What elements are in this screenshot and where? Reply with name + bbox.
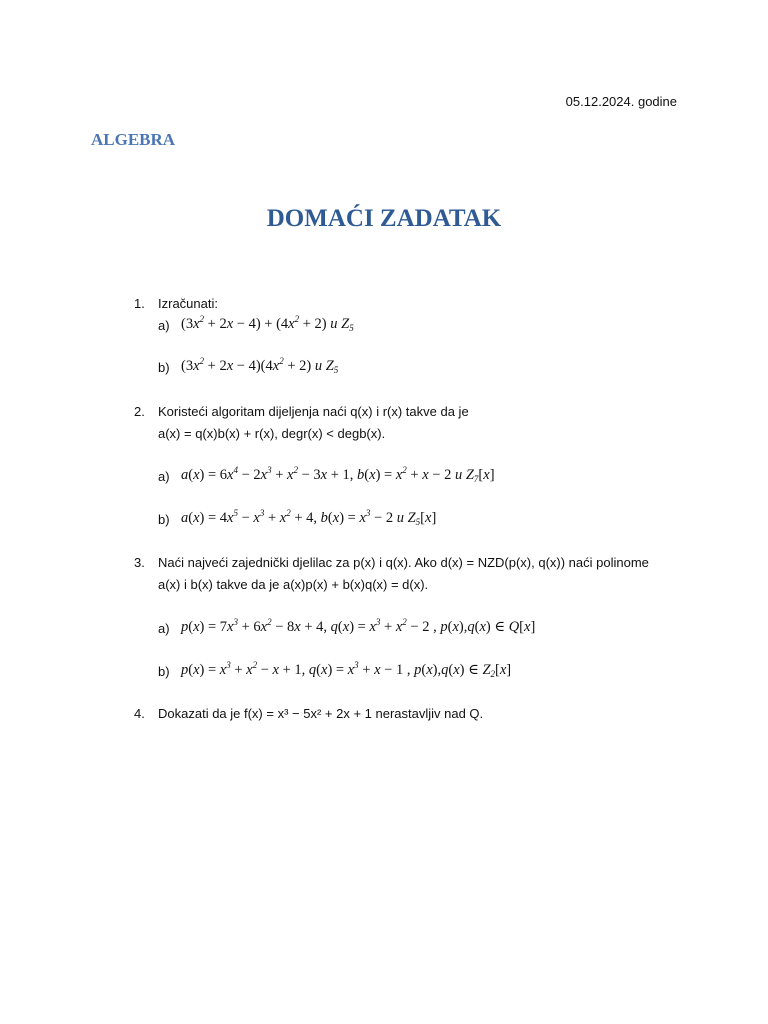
task-text: Dokazati da je f(x) = x³ − 5x² + 2x + 1 nerastavljiv nad Q. xyxy=(158,706,484,721)
part-label: b) xyxy=(158,664,170,679)
subject-heading: ALGEBRA xyxy=(91,130,176,149)
part-label: a) xyxy=(158,621,170,636)
math-expression: $a(x) = 4x^5 - x^3 + x^2 + 4$, $b(x) = x^3 - 2$ u $Z_5[x]$ xyxy=(181,508,437,527)
task-text: Izračunati: xyxy=(158,296,218,311)
page-title: DOMAĆI ZADATAK xyxy=(266,205,502,232)
math-expression: $p(x) = 7x^3 + 6x^2 - 8x + 4$, $q(x) = x^3 + x^2 - 2$ , p(x),q(x) ∈ Q[x] xyxy=(181,617,536,635)
math-expression: $a(x) = 6x^4 - 2x^3 + x^2 - 3x + 1$, $b(x) = x^2 + x - 2$ u $Z_7[x]$ xyxy=(181,465,495,484)
task-text: Koristeći algoritam dijeljenja naći q(x) i r(x) takve da je xyxy=(158,404,469,419)
task-number: 4. xyxy=(134,706,145,721)
part-label: a) xyxy=(158,469,170,484)
math-expression: $p(x) = x^3 + x^2 - x + 1$, $q(x) = x^3 + x - 1$ , p(x),q(x) ∈ $Z_2[x]$ xyxy=(181,660,512,679)
task-number: 1. xyxy=(134,296,145,311)
part-label: b) xyxy=(158,512,170,527)
math-expression: $(3x^2 + 2x - 4) + (4x^2 + 2)$ u $Z_5$ xyxy=(181,314,354,333)
date-line: 05.12.2024. godine xyxy=(565,94,677,109)
task-number: 2. xyxy=(134,404,145,419)
math-expression: $(3x^2 + 2x - 4)(4x^2 + 2)$ u $Z_5$ xyxy=(181,356,339,375)
task-text: a(x) = q(x)b(x) + r(x), degr(x) < degb(x). xyxy=(158,426,386,441)
task-text: a(x) i b(x) takve da je a(x)p(x) + b(x)q(x) = d(x). xyxy=(158,577,429,592)
task-text: Naći najveći zajednički djelilac za p(x) i q(x). Ako d(x) = NZD(p(x), q(x)) naći polinome xyxy=(158,555,649,570)
part-label: a) xyxy=(158,318,170,333)
task-number: 3. xyxy=(134,555,145,570)
part-label: b) xyxy=(158,360,170,375)
